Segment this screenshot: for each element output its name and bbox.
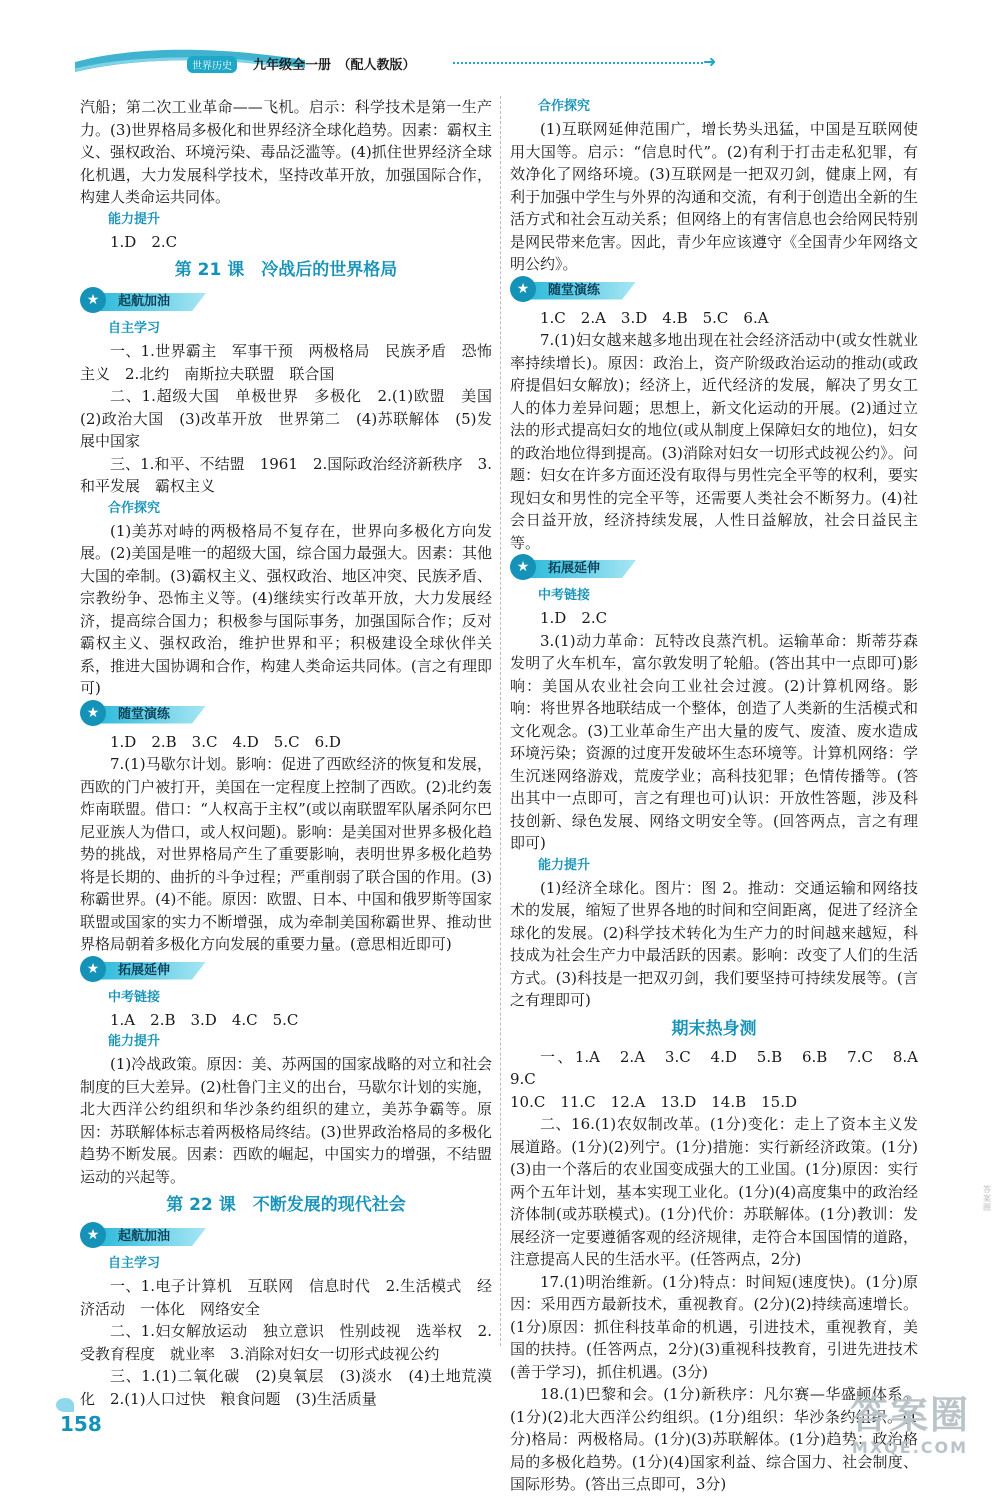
- ability-answers: 1.D 2.C: [110, 232, 178, 251]
- grade-label: 九年级全一册 （配人教版）: [253, 58, 416, 73]
- drill-question-7: 7.(1)妇女越来越多地出现在社会经济活动中(或女性就业率持续增长)。原因：政治上，资产阶级政治运动的推动(或政府提倡妇女解放)；经济上，近代经济的发展，解决了男女工人的体力差异问题；思想上，新文化运动的开展。(2)通过立法的形式提高妇女的地位(或从制度上保障妇女的地位)，妇女的政治地位得到提高。(3)消除对妇女一切形式歧视公约》。问题：妇女在许多方面还没有取得与男性完全平等的权利，要实现妇女和男性的完全平等，还需要人类社会不断努力。(4)社会日益开放，经济持续发展，人性日益解放，社会日益民主等。: [510, 331, 918, 552]
- leaf-icon: [56, 1398, 74, 1412]
- self-study-title: 自主学习: [108, 1256, 161, 1271]
- watermark-url: MXQE.COM: [851, 1438, 969, 1457]
- section-banner: ★ 拓展延伸: [80, 959, 210, 983]
- intro-paragraph: 汽船；第二次工业革命——飞机。启示：科学技术是第一生产力。(3)世界格局多极化和世界经济全球化趋势。因素：霸权主义、强权政治、环境污染、毒品泛滥等。(4)抓住世界经济全球化机遇，大力发展科学技术，坚持改革开放，加强国际合作，构建人类命运共同体。: [80, 98, 492, 206]
- lesson-21-title: 第 21 课 冷战后的世界格局: [174, 260, 398, 280]
- coop-paragraph: (1)美苏对峙的两极格局不复存在，世界向多极化方向发展。(2)美国是唯一的超级大国，综合国力最强大。因素：其他大国的牵制。(3)霸权主义、强权政治、地区冲突、民族矛盾、宗教纷争、恐怖主义等。(4)继续实行改革开放，大力发展经济，提高综合国力；积极参与国际事务，加强国际合作；反对霸权主义、强权政治，维护世界和平；积极建设全球伙伴关系，推进大国协调和合作，构建人类命运共同体。(言之有理即可): [80, 521, 492, 697]
- ability-title: 能力提升: [538, 857, 591, 873]
- column-divider: [500, 96, 501, 1346]
- header-dotted-line: [453, 62, 703, 64]
- ability-paragraph: (1)经济全球化。图片：图 2。推动：交通运输和网络技术的发展，缩短了世界各地的时间和空间距离，促进了经济全球化的发展。(2)科学技术转化为生产力的时间越来越短，科技成为社会生产力中最活跃的因素。影响：改变了人们的生活方式。(3)科技是一把双刃剑，我们要坚持可持续发展等。(言之有理即可): [510, 878, 918, 1009]
- star-icon: ★: [80, 700, 106, 726]
- watermark: [826, 1392, 994, 1476]
- left-column: [80, 96, 508, 1410]
- final-test-title: 期末热身测: [671, 1018, 757, 1039]
- final-mc-answers: 10.C 11.C 12.A 13.D 14.B 15.D: [510, 1092, 797, 1111]
- ability-title: 能力提升: [108, 1034, 161, 1049]
- self-study-item: 三、1.和平、不结盟 1961 2.国际政治经济新秩序 3.和平发展 霸权主义: [80, 454, 492, 495]
- star-icon: ★: [80, 1222, 106, 1248]
- question-17: 17.(1)明治维新。(1分)特点：时间短(速度快)。(1分)原因：采用西方最新技术，重视教育。(2分)(2)持续高速增长。(1分)原因：抓住科技革命的机遇，引进技术，重视教育，美国的扶持。(任答两点，2分)(3)重视科技教育，引进先进技术(善于学习)，抓住机遇。(3分): [510, 1272, 918, 1381]
- arrow-icon: ➜: [703, 52, 717, 71]
- final-mc-answers: 一、1.A 2.A 3.C 4.D 5.B 6.B 7.C 8.A 9.C: [510, 1047, 934, 1088]
- self-study-item: 一、1.世界霸主 军事干预 两极格局 民族矛盾 恐怖主义 2.北约 南斯拉夫联盟 联合国: [80, 342, 492, 383]
- star-icon: ★: [510, 276, 536, 302]
- self-study-item: 二、1.妇女解放运动 独立意识 性别歧视 选举权 2.受教育程度 就业率 3.消除对妇女一切形式歧视公约: [80, 1322, 492, 1363]
- drill-answers: 1.D 2.B 3.C 4.D 5.C 6.D: [110, 732, 341, 751]
- right-column: [510, 96, 934, 1496]
- star-icon: ★: [510, 554, 536, 580]
- self-study-item: 二、1.超级大国 单极世界 多极化 2.(1)欧盟 美国 (2)政治大国 (3)改革开放 世界第二 (4)苏联解体 (5)发展中国家: [80, 387, 508, 450]
- drill-question-7: 7.(1)马歇尔计划。影响：促进了西欧经济的恢复和发展，西欧的门户被打开，美国在一定程度上控制了西欧。(2)北约轰炸南联盟。借口：“人权高于主权”(或以南联盟军队屠杀阿尔巴尼亚族人为借口，或人权问题)。影响：是美国对世界多极化趋势的挑战，对世界格局产生了重要影响，表明世界多极化趋势将是长期的、曲折的斗争过程；严重削弱了联合国的作用。(3)称霸世界。(4)不能。原因：欧盟、日本、中国和俄罗斯等国家联盟或国家的实力不断增强，成为牵制美国称霸世界、推动世界格局朝着多极化方向发展的重要力量。(意思相近即可): [80, 755, 492, 953]
- exam-question-3: 3.(1)动力革命：瓦特改良蒸汽机。运输革命：斯蒂芬森发明了火车机车，富尔敦发明了轮船。(答出其中一点即可)影响：美国从农业社会向工业社会过渡。(2)计算机网络。影响：将世界各地联结成一个整体，创造了人类新的生活模式和文化观念。(3)工业革命生产出大量的废气、废渣、废水造成环境污染；资源的过度开发破坏生态环境等。计算机网络：学生沉迷网络游戏，荒废学业；高科技犯罪；色情传播等。(答出其中一点即可，言之有理也可)认识：开放性答题，涉及科技创新、绿色发展、网络文明安全等。(回答两点，言之有理即可): [510, 631, 918, 852]
- section-banner: ★ 拓展延伸: [510, 557, 640, 581]
- watermark-logo: 答案圈: [849, 1393, 970, 1437]
- page-header: [75, 46, 735, 86]
- star-icon: ★: [80, 287, 106, 313]
- coop-title: 合作探究: [108, 500, 161, 516]
- exam-link-title: 中考链接: [538, 588, 591, 603]
- question-16: 二、16.(1)农奴制改革。(1分)变化：走上了资本主义发展道路。(1分)(2)列宁。(1分)措施：实行新经济政策。(1分)(3)由一个落后的农业国变成强大的工业国。(1分)原因：实行两个五年计划，基本实现工业化。(1分)(4)高度集中的政治经济体制(或苏联模式)。(1分)代价：苏联解体。(1分)教训：发展经济一定要遵循客观的经济规律，走符合本国国情的道路，注意提高人民的生活水平。(任答两点，2分): [510, 1115, 918, 1268]
- ability-title: 能力提升: [108, 211, 161, 227]
- section-banner: ★ 起航加油: [80, 1225, 210, 1249]
- coop-title: 合作探究: [538, 99, 591, 114]
- coop-paragraph: (1)互联网延伸范围广，增长势头迅猛，中国是互联网使用大国等。启示：“信息时代”。(2)有利于打击走私犯罪，有效净化了网络环境。(3)互联网是一把双刃剑，健康上网，有利于加强中学生与外界的沟通和交流，有利于创造出全新的生活方式和社会互动关系；但网络上的有害信息也会给网民特别是网民带来危害。因此，青少年应该遵守《全国青少年网络文明公约》。: [510, 120, 918, 273]
- page-number: 158: [60, 1412, 102, 1436]
- side-watermark: 答案圈: [983, 1185, 991, 1212]
- subject-badge: 世界历史: [187, 56, 237, 73]
- drill-answers: 1.C 2.A 3.D 4.B 5.C 6.A: [540, 308, 769, 327]
- self-study-title: 自主学习: [108, 321, 161, 336]
- exam-link-title: 中考链接: [108, 989, 161, 1005]
- exam-answers: 1.A 2.B 3.D 4.C 5.C: [110, 1010, 299, 1029]
- section-banner: ★ 随堂演练: [510, 279, 640, 303]
- self-study-item: 三、1.(1)二氧化碳 (2)臭氧层 (3)淡水 (4)土地荒漠化 2.(1)人口过快 粮食问题 (3)生活质量: [80, 1367, 492, 1408]
- section-banner: ★ 起航加油: [80, 290, 210, 314]
- ability-paragraph: (1)冷战政策。原因：美、苏两国的国家战略的对立和社会制度的巨大差异。(2)杜鲁门主义的出台，马歇尔计划的实施，北大西洋公约组织和华沙条约组织的建立，美苏争霸等。原因：苏联解体标志着两极格局终结。(3)世界政治格局的多极化趋势不断发展。因素：西欧的崛起，中国实力的增强，不结盟运动的兴起等。: [80, 1055, 492, 1186]
- exam-answers: 1.D 2.C: [540, 609, 608, 627]
- star-icon: ★: [80, 956, 106, 982]
- lesson-22-title: 第 22 课 不断发展的现代社会: [166, 1195, 406, 1215]
- section-banner: ★ 随堂演练: [80, 703, 210, 727]
- self-study-item: 一、1.电子计算机 互联网 信息时代 2.生活模式 经济活动 一体化 网络安全: [80, 1277, 492, 1318]
- question-18: 18.(1)巴黎和会。(1分)新秩序：凡尔赛—华盛顿体系。(1分)(2)北大西洋公约组织。(1分)组织：华沙条约组织。(1分)格局：两极格局。(1分)(3)苏联解体。(1分)趋势：政治格局的多极化趋势。(1分)(4)国家利益、综合国力、社会制度、国际形势。(答出三点即可，3分): [510, 1385, 918, 1493]
